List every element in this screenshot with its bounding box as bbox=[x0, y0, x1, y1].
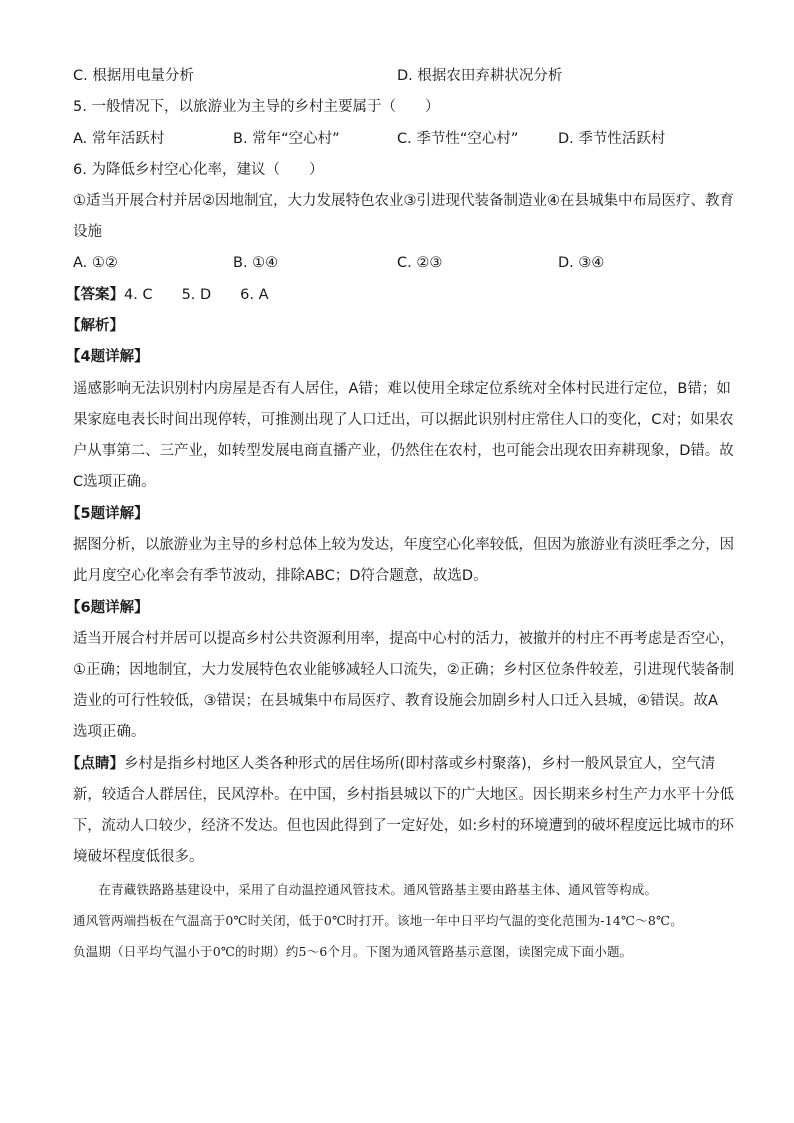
detail5-label: 【5题详解】 bbox=[66, 506, 149, 522]
detail4-label: 【4题详解】 bbox=[66, 349, 149, 365]
dianjing-first-line bbox=[66, 754, 715, 774]
q4-option-c: C. 根据用电量分析 bbox=[73, 68, 194, 84]
answer-text: 4. C 5. D 6. A bbox=[124, 287, 269, 303]
detail6-label: 【6题详解】 bbox=[66, 600, 149, 616]
q5-option-d: D. 季节性活跃村 bbox=[558, 131, 666, 147]
passage-line: 在青藏铁路路基建设中，采用了自动温控通风管技术。通风管路基主要由路基主体、通风管等构成。 bbox=[73, 882, 658, 897]
detail6-line: ①正确；因地制宜，大力发展特色农业能够减轻人口流失，②正确；乡村区位条件较差，引进现代装备制 bbox=[73, 662, 735, 678]
passage-line: 负温期（日平均气温小于0℃的时期）约5～6个月。下图为通风管路基示意图，读图完成下面小题。 bbox=[73, 944, 633, 959]
q6-option-b: B. ①④ bbox=[233, 255, 279, 271]
q5-stem: 5. 一般情况下，以旅游业为主导的乡村主要属于（ ） bbox=[73, 99, 440, 115]
q6-option-c: C. ②③ bbox=[397, 255, 443, 271]
detail4-line: 果家庭电表长时间出现停转，可推测出现了人口迁出，可以据此识别村庄常住人口的变化，C对；如果农 bbox=[73, 412, 734, 428]
q4-option-d: D. 根据农田弃耕状况分析 bbox=[397, 68, 563, 84]
q6-choices-line2: 设施 bbox=[73, 224, 102, 240]
analysis-label: 【解析】 bbox=[66, 318, 124, 334]
dianjing-line: 下，流动人口较少，经济不发达。但也因此得到了一定好处，如:乡村的环境遭到的破坏程度远比城市的环 bbox=[73, 818, 734, 834]
answer-label: 【答案】 bbox=[66, 287, 124, 303]
q6-choices-line1: ①适当开展合村并居②因地制宜，大力发展特色农业③引进现代装备制造业④在县城集中布局医疗、教育 bbox=[73, 193, 734, 209]
detail6-line: 适当开展合村并居可以提高乡村公共资源利用率，提高中心村的活力，被撤并的村庄不再考虑是否空心， bbox=[73, 631, 734, 647]
dianjing-line: 境破坏程度低很多。 bbox=[73, 849, 204, 865]
detail6-line: 造业的可行性较低，③错误；在县城集中布局医疗、教育设施会加剧乡村人口迁入县城，④错误。故A bbox=[73, 693, 718, 709]
dianjing-label: 【点睛】 bbox=[66, 756, 124, 772]
detail5-line: 据图分析，以旅游业为主导的乡村总体上较为发达，年度空心化率较低，但因为旅游业有淡旺季之分，因 bbox=[73, 537, 734, 553]
passage-line: 通风管两端挡板在气温高于0℃时关闭，低于0℃时打开。该地一年中日平均气温的变化范围为-14℃～8℃。 bbox=[73, 913, 683, 928]
detail5-line: 此月度空心化率会有季节波动，排除ABC；D符合题意，故选D。 bbox=[73, 568, 488, 584]
detail4-line: 户从事第二、三产业，如转型发展电商直播产业，仍然住在农村，也可能会出现农田弃耕现象，D错。故 bbox=[73, 443, 734, 459]
q5-option-b: B. 常年“空心村” bbox=[233, 131, 340, 147]
q6-option-d: D. ③④ bbox=[558, 255, 605, 271]
detail4-line: 遥感影响无法识别村内房屋是否有人居住，A错；难以使用全球定位系统对全体村民进行定位，B错；如 bbox=[73, 381, 731, 397]
answer-line bbox=[66, 285, 269, 305]
detail4-line: C选项正确。 bbox=[73, 474, 156, 490]
dianjing-line: 新，较适合人群居住，民风淳朴。在中国，乡村指县城以下的广大地区。因长期来乡村生产力水平十分低 bbox=[73, 787, 734, 803]
q6-stem: 6. 为降低乡村空心化率，建议（ ） bbox=[73, 162, 324, 178]
q5-option-a: A. 常年活跃村 bbox=[73, 131, 165, 147]
dianjing-text: 乡村是指乡村地区人类各种形式的居住场所(即村落或乡村聚落)，乡村一般风景宜人，空气清 bbox=[124, 756, 716, 772]
q5-option-c: C. 季节性“空心村” bbox=[397, 131, 519, 147]
q6-option-a: A. ①② bbox=[73, 255, 118, 271]
detail6-line: 选项正确。 bbox=[73, 724, 146, 740]
